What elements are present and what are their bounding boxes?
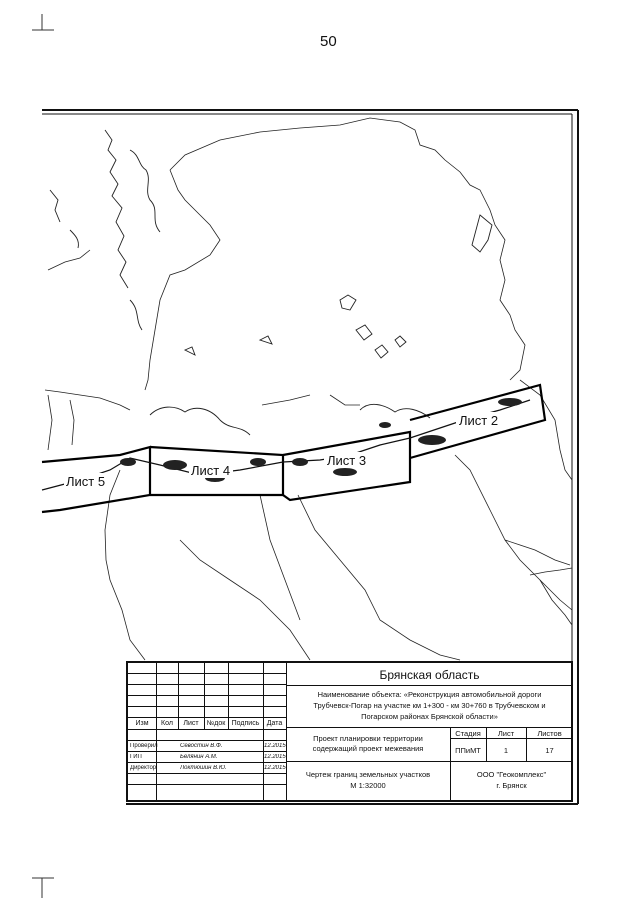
drawing-line-1: Чертеж границ земельных участков: [305, 771, 431, 779]
object-name-line-1: Наименование объекта: «Реконструкция автомобильной дороги: [317, 691, 542, 699]
sig-date-1: 12.2015: [264, 743, 286, 749]
header-podpis: Подпись: [231, 720, 260, 727]
header-list: Лист: [183, 720, 199, 727]
header-data: Дата: [266, 720, 283, 727]
sig-role-1: Проверил: [130, 743, 158, 749]
company-line-1: ООО "Геокомплекс": [476, 771, 547, 779]
sheet-header: Лист: [497, 730, 515, 738]
header-izm: Изм: [135, 720, 149, 727]
boundary-lines: [45, 118, 572, 660]
header-ndok: №док: [206, 720, 226, 727]
sig-name-1: Севостин В.Ф.: [180, 743, 223, 749]
sig-role-2: ГИП: [130, 754, 142, 760]
region-title: Брянская область: [379, 669, 480, 681]
drawing-line-2: М 1:32000: [350, 782, 386, 790]
sheet-label-5: Лист 5: [66, 474, 106, 489]
sig-date-3: 12.2015: [264, 765, 286, 771]
water-features: [50, 130, 492, 435]
sheets-value: 17: [545, 747, 554, 755]
title-block: [126, 661, 573, 802]
page-number: 50: [320, 33, 337, 50]
sig-date-2: 12.2015: [264, 754, 286, 760]
sig-name-2: Белянин А.М.: [180, 754, 218, 760]
sheet-value: 1: [503, 747, 509, 755]
settlement-patterns: [89, 398, 522, 485]
company-line-2: г. Брянск: [496, 782, 527, 790]
project-line-1: Проект планировки территории: [313, 735, 423, 743]
sig-name-3: Локтюшин В.Ю.: [180, 765, 227, 771]
project-line-2: содержащий проект межевания: [312, 745, 424, 753]
sheet-label-4: Лист 4: [191, 463, 231, 478]
sig-role-3: Директор: [130, 765, 157, 771]
sheets-header: Листов: [537, 730, 562, 738]
sheet-label-3: Лист 3: [327, 453, 367, 468]
sheet-label-2: Лист 2: [459, 413, 499, 428]
object-name-line-2: Трубчевск-Погар на участке км 1+300 - км 30+760 в Трубчевском и: [313, 702, 546, 710]
crop-marks: [32, 14, 54, 898]
stage-value: ППиМТ: [455, 747, 481, 755]
header-kol: Кол: [161, 720, 173, 727]
object-name-line-3: Погарском районах Брянской области»: [361, 713, 498, 721]
stage-header: Стадия: [455, 730, 481, 738]
